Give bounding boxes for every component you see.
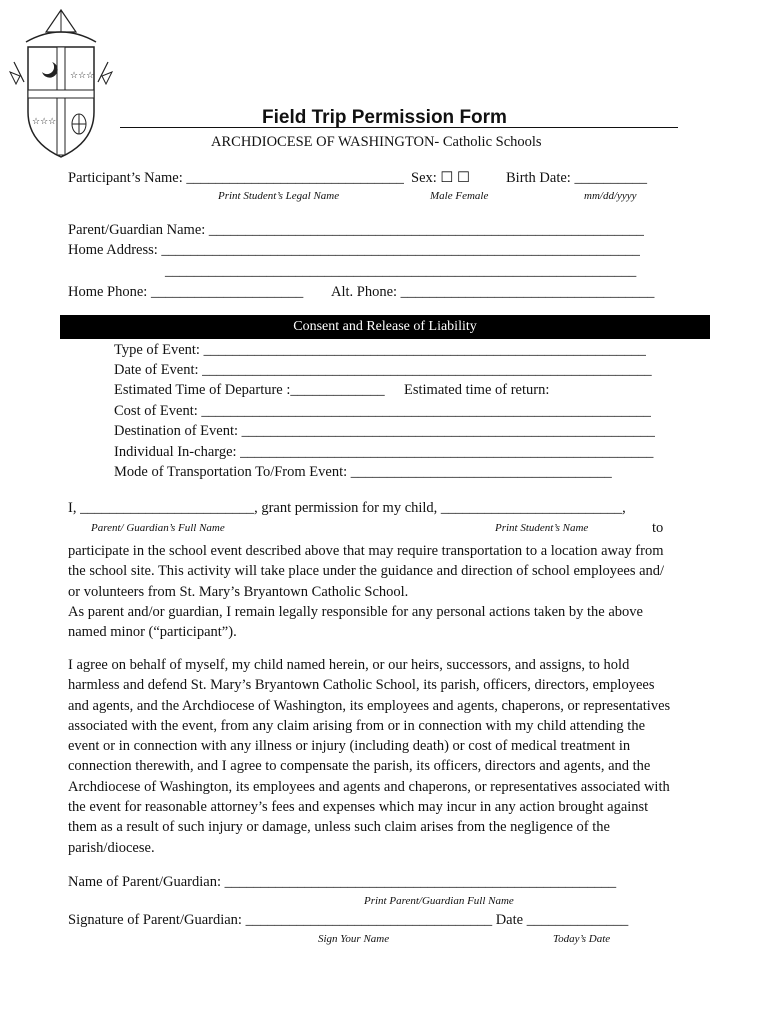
paragraph-line: named minor (“participant”). bbox=[68, 624, 237, 641]
event-type-field[interactable]: Type of Event: _____________________________________________________________ bbox=[114, 342, 646, 358]
birth-date-hint: mm/dd/yyyy bbox=[584, 190, 637, 202]
paragraph-line: parish/diocese. bbox=[68, 839, 155, 856]
participant-name-hint: Print Student’s Legal Name bbox=[218, 190, 340, 202]
signature-hint: Sign Your Name bbox=[318, 933, 390, 945]
event-date-field[interactable]: Date of Event: ______________________________________________________________ bbox=[114, 362, 652, 378]
paragraph-line: them as a result of such injury or damage, unless such claim arises from the negligence of the bbox=[68, 819, 610, 836]
participant-name-field[interactable]: Participant’s Name: ______________________________ bbox=[68, 170, 404, 186]
paragraph-line: or volunteers from St. Mary’s Bryantown Catholic School. bbox=[68, 583, 409, 600]
paragraph-line: harmless and defend St. Mary’s Bryantown Catholic School, its parish, officers, directors, employees bbox=[68, 677, 655, 694]
paragraph-line: Archdiocese of Washington, its employees and agents and chaperons, or representatives associated with bbox=[68, 778, 670, 795]
individual-in-charge-field[interactable]: Individual In-charge: _________________________________________________________ bbox=[114, 444, 654, 460]
destination-field[interactable]: Destination of Event: _________________________________________________________ bbox=[114, 423, 655, 439]
svg-text:☆☆☆: ☆☆☆ bbox=[70, 71, 95, 81]
alt-phone-field[interactable]: Alt. Phone: ___________________________________ bbox=[331, 284, 655, 300]
svg-text:☆☆☆: ☆☆☆ bbox=[32, 117, 57, 127]
event-cost-field[interactable]: Cost of Event: ______________________________________________________________ bbox=[114, 403, 651, 419]
return-time-label: Estimated time of return: bbox=[404, 382, 550, 398]
title-rule bbox=[120, 127, 678, 128]
paragraph-line: the event for reasonable attorney’s fees and expenses which may incur in any action brought against bbox=[68, 799, 649, 816]
paragraph-line: and agents, and the Archdiocese of Washington, its employees and agents, chaperons, or representatives bbox=[68, 697, 671, 714]
to-word: to bbox=[652, 520, 664, 536]
paragraph-line: the school site. This activity will take place under the guidance and direction of school employees and/ bbox=[68, 563, 665, 580]
date-hint: Today’s Date bbox=[553, 933, 611, 945]
guardian-full-name-hint: Print Parent/Guardian Full Name bbox=[364, 895, 514, 907]
guardian-signature-field[interactable]: Signature of Parent/Guardian: __________________________________ Date ______________ bbox=[68, 912, 629, 928]
parent-name-hint: Parent/ Guardian’s Full Name bbox=[91, 522, 225, 534]
home-phone-field[interactable]: Home Phone: _____________________ bbox=[68, 284, 304, 300]
home-address-line2[interactable]: _________________________________________________________________ bbox=[165, 263, 637, 279]
sex-hint: Male Female bbox=[430, 190, 489, 202]
sex-checkboxes[interactable]: Sex: ☐ ☐ bbox=[411, 170, 471, 186]
permission-paragraph bbox=[68, 541, 664, 642]
liability-paragraph bbox=[68, 655, 670, 858]
paragraph-line: I agree on behalf of myself, my child named herein, or our heirs, successors, and assigns, to hold bbox=[68, 657, 630, 673]
guardian-name-field[interactable]: Parent/Guardian Name: ____________________________________________________________ bbox=[68, 222, 644, 238]
paragraph-line: As parent and/or guardian, I remain legally responsible for any personal actions taken by the above bbox=[68, 603, 643, 620]
form-title: Field Trip Permission Form bbox=[262, 107, 507, 128]
consent-section-header: Consent and Release of Liability bbox=[60, 315, 710, 339]
guardian-full-name-field[interactable]: Name of Parent/Guardian: ______________________________________________________ bbox=[68, 874, 617, 890]
archdiocese-coat-of-arms bbox=[6, 2, 116, 167]
paragraph-line: event or in connection with any illness or injury (including death) or cost of medical treatment in bbox=[68, 738, 631, 755]
transportation-field[interactable]: Mode of Transportation To/From Event: ____________________________________ bbox=[114, 464, 612, 480]
home-address-field[interactable]: Home Address: __________________________________________________________________ bbox=[68, 242, 640, 258]
paragraph-line: participate in the school event described above that may require transportation to a location away from bbox=[68, 543, 664, 559]
paragraph-line: connection therewith, and I agree to compensate the parish, its officers, directors and agents, and the bbox=[68, 758, 651, 775]
departure-time-field[interactable]: Estimated Time of Departure :_____________ bbox=[114, 382, 385, 398]
form-subtitle: ARCHDIOCESE OF WASHINGTON- Catholic Schools bbox=[211, 134, 542, 150]
grant-permission-line[interactable]: I, ________________________, grant permission for my child, _________________________, bbox=[68, 500, 626, 516]
paragraph-line: associated with the event, from any claim arising from or in connection with my child attending the bbox=[68, 717, 646, 734]
student-name-hint: Print Student’s Name bbox=[495, 522, 589, 534]
birth-date-field[interactable]: Birth Date: __________ bbox=[506, 170, 647, 186]
